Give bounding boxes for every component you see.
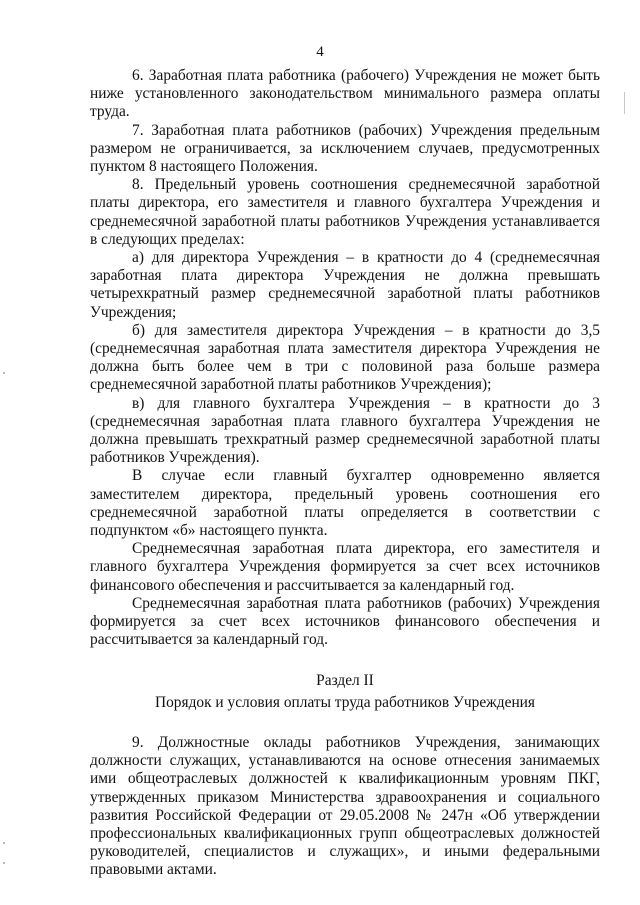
paragraph-8-c: в) для главного бухгалтера Учреждения – в кратности до 3 (среднемесячная заработная плата главного бухгалтера Учреждения не должна превышать трехкратный размер среднемесячной заработной платы работников Учреждения). [90, 394, 600, 467]
paragraph-8: 8. Предельный уровень соотношения среднемесячной заработной платы директора, его заместителя и главного бухгалтера Учреждения и среднемесячной заработной платы работников Учреждения устанавливается в следующих пределах: [90, 176, 600, 248]
scan-dot-mark [3, 862, 5, 864]
page-number: 4 [316, 44, 324, 60]
paragraph-6: 6. Заработная плата работника (рабочего) Учреждения не может быть ниже установленного законодательством минимального размера оплаты труда. [90, 67, 600, 121]
paragraph-7: 7. Заработная плата работников (рабочих) Учреждения предельным размером не ограничивается, за исключением случаев, предусмотренных пунктом 8 настоящего Положения. [90, 121, 600, 176]
section-heading: Раздел II [316, 671, 374, 689]
scan-margin-mark [624, 92, 625, 114]
scan-dot-mark [3, 842, 5, 844]
paragraph-8-workers-salary: Среднемесячная заработная плата работников (рабочих) Учреждения формируется за счет всех источников финансового обеспечения и рассчитывается за календарный год. [90, 594, 600, 649]
paragraph-8-b: б) для заместителя директора Учреждения – в кратности до 3,5 (среднемесячная заработная плата заместителя директора Учреждения не должна быть более чем в три с половиной раза больше размера среднемесячной заработной платы работников Учреждения); [90, 321, 600, 394]
paragraph-8-a: а) для директора Учреждения – в кратности до 4 (среднемесячная заработная плата директора Учреждения не должна превышать четырехкратный размер среднемесячной заработной платы работников Учреждения; [90, 249, 600, 321]
paragraph-8-deputy-accountant: В случае если главный бухгалтер одновременно является заместителем директора, предельный уровень соотношения его среднемесячной заработной платы определяется в соответствии с подпунктом «б» настоящего пункта. [90, 467, 600, 540]
section-subtitle: Порядок и условия оплаты труда работников Учреждения [154, 693, 535, 711]
document-body [90, 67, 600, 880]
scan-dot-mark [3, 372, 5, 374]
paragraph-9: 9. Должностные оклады работников Учреждения, занимающих должности служащих, устанавливаются на основе отнесения занимаемых ими общеотраслевых должностей к квалификационным уровням ПКГ, утвержденных приказом Министерства здравоохранения и социального развития Российской Федерации от 29.05.2008 № 247н «Об утверждении профессиональных квалификационных групп общеотраслевых должностей руководителей, специалистов и служащих», и иными федеральными правовыми актами. [90, 733, 600, 879]
paragraph-8-director-salary: Среднемесячная заработная плата директора, его заместителя и главного бухгалтера Учреждения формируется за счет всех источников финансового обеспечения и рассчитывается за календарный год. [90, 540, 600, 594]
